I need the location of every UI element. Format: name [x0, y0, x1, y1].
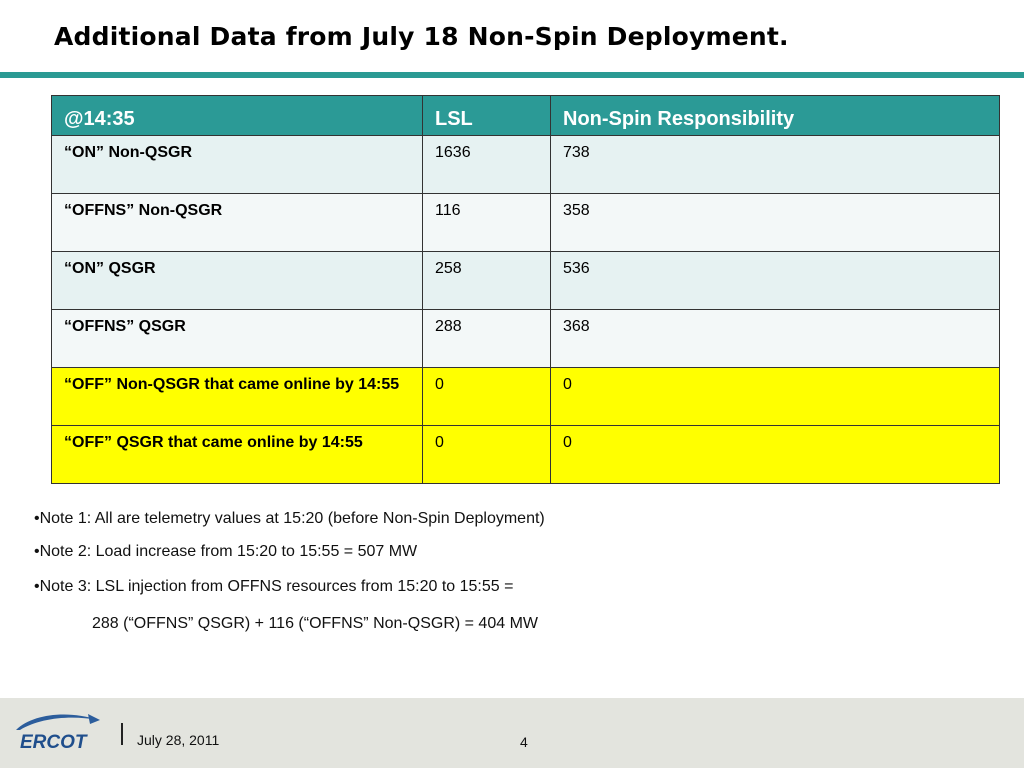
footer-separator	[121, 723, 123, 745]
footer-date: July 28, 2011	[137, 732, 220, 748]
page-number: 4	[520, 734, 528, 750]
row-label: “OFFNS” QSGR	[52, 310, 423, 368]
table-row-highlighted	[52, 368, 1000, 426]
row-label: “OFF” Non-QSGR that came online by 14:55	[52, 368, 423, 426]
note-1: •Note 1: All are telemetry values at 15:20 (before Non-Spin Deployment)	[34, 510, 545, 527]
row-label: “ON” QSGR	[52, 252, 423, 310]
title-divider	[0, 72, 1024, 78]
note-3-continuation: 288 (“OFFNS” QSGR) + 116 (“OFFNS” Non-QSGR) = 404 MW	[92, 615, 538, 632]
nonspin-value: 0	[551, 426, 1000, 484]
row-label: “OFF” QSGR that came online by 14:55	[52, 426, 423, 484]
column-header-lsl: LSL	[423, 96, 551, 136]
table-header-row	[52, 96, 1000, 136]
table-row	[52, 310, 1000, 368]
nonspin-value: 358	[551, 194, 1000, 252]
row-label: “ON” Non-QSGR	[52, 136, 423, 194]
table-row	[52, 194, 1000, 252]
lsl-value: 288	[423, 310, 551, 368]
lsl-value: 1636	[423, 136, 551, 194]
lsl-value: 0	[423, 368, 551, 426]
nonspin-value: 368	[551, 310, 1000, 368]
slide-footer	[0, 698, 1024, 768]
column-header-nonspin: Non-Spin Responsibility	[551, 96, 1000, 136]
table-row-highlighted	[52, 426, 1000, 484]
table-row	[52, 252, 1000, 310]
lsl-value: 258	[423, 252, 551, 310]
ercot-logo	[10, 706, 102, 754]
lsl-value: 116	[423, 194, 551, 252]
nonspin-value: 536	[551, 252, 1000, 310]
svg-text:ERCOT: ERCOT	[20, 732, 87, 753]
note-2: •Note 2: Load increase from 15:20 to 15:55 = 507 MW	[34, 543, 418, 560]
nonspin-data-table	[51, 95, 1000, 484]
lsl-value: 0	[423, 426, 551, 484]
nonspin-value: 738	[551, 136, 1000, 194]
nonspin-value: 0	[551, 368, 1000, 426]
column-header-time: @14:35	[52, 96, 423, 136]
slide-title: Additional Data from July 18 Non-Spin Deployment.	[54, 22, 789, 51]
table-row	[52, 136, 1000, 194]
note-3: •Note 3: LSL injection from OFFNS resources from 15:20 to 15:55 =	[34, 578, 514, 595]
row-label: “OFFNS” Non-QSGR	[52, 194, 423, 252]
